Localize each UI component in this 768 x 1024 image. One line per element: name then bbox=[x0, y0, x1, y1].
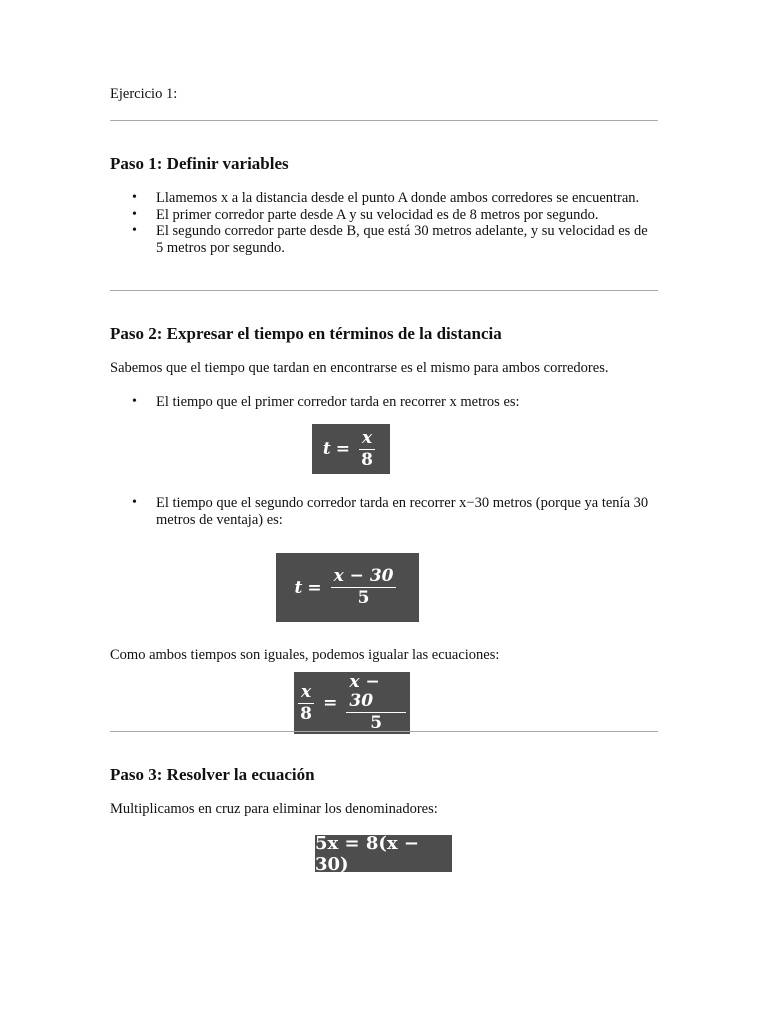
eq3-left-fraction bbox=[298, 683, 314, 724]
eq3-left-denominator: 8 bbox=[300, 703, 312, 724]
step2-item: • El tiempo que el primer corredor tarda en recorrer x metros es: bbox=[156, 394, 658, 411]
equation-time-second-runner bbox=[276, 553, 419, 622]
divider-1 bbox=[110, 120, 658, 121]
step2-bullet-1 bbox=[110, 394, 658, 411]
equation-equal-times bbox=[294, 672, 410, 734]
eq2-denominator: 5 bbox=[357, 588, 370, 608]
step2-intro: Sabemos que el tiempo que tardan en encontrarse es el mismo para ambos corredores. bbox=[110, 360, 609, 376]
step2-conclusion: Como ambos tiempos son iguales, podemos igualar las ecuaciones: bbox=[110, 647, 500, 663]
eq2-numerator: x − 30 bbox=[331, 567, 397, 588]
step2-item: • El tiempo que el segundo corredor tarda en recorrer x−30 metros (porque ya tenía 30 metros de ventaja) es: bbox=[156, 495, 658, 528]
eq1-numerator: x bbox=[359, 429, 375, 450]
step1-item: • Llamemos x a la distancia desde el punto A donde ambos corredores se encuentran. bbox=[156, 190, 658, 207]
divider-2 bbox=[110, 290, 658, 291]
eq1-equals: = bbox=[335, 439, 350, 459]
step1-item: • El segundo corredor parte desde B, que está 30 metros adelante, y su velocidad es de 5 metros por segundo. bbox=[156, 223, 658, 256]
eq3-equals: = bbox=[323, 693, 338, 713]
eq3-right-numerator: x − 30 bbox=[346, 673, 406, 713]
eq3-left-numerator: x bbox=[298, 683, 314, 704]
step3-title: Paso 3: Resolver la ecuación bbox=[110, 765, 315, 784]
step1-list bbox=[110, 190, 658, 256]
step3-intro: Multiplicamos en cruz para eliminar los denominadores: bbox=[110, 801, 438, 817]
step2-title: Paso 2: Expresar el tiempo en términos de la distancia bbox=[110, 324, 502, 343]
eq1-fraction bbox=[359, 429, 375, 470]
equation-time-first-runner bbox=[312, 424, 390, 474]
step2-bullet-2 bbox=[110, 495, 658, 528]
eq1-lhs: t bbox=[322, 439, 331, 459]
step1-item: • El primer corredor parte desde A y su velocidad es de 8 metros por segundo. bbox=[156, 207, 658, 224]
eq3-right-denominator: 5 bbox=[370, 713, 383, 733]
eq2-equals: = bbox=[307, 577, 322, 598]
eq2-fraction bbox=[331, 567, 397, 608]
eq2-lhs: t bbox=[294, 577, 303, 598]
step1-title: Paso 1: Definir variables bbox=[110, 154, 289, 173]
divider-3 bbox=[110, 731, 658, 732]
eq4-expression: 5x = 8(x − 30) bbox=[315, 832, 419, 875]
equation-cross-multiply bbox=[315, 832, 452, 875]
eq1-denominator: 8 bbox=[361, 449, 373, 470]
eq3-right-fraction bbox=[346, 673, 406, 733]
exercise-heading: Ejercicio 1: bbox=[110, 86, 178, 102]
